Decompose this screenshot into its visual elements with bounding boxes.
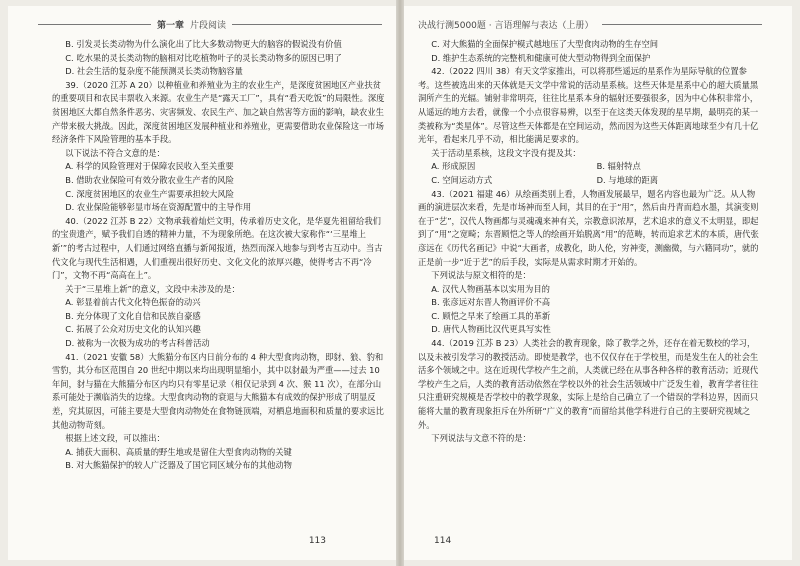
question-paragraph: 42.（2022 四川 38）有天文学家推出，可以将那些遥远的星系作为星际导航的位置参考。这些被选出来的天体就是天文学中常说的活动星系核。这些天体是星系中心的超大质量黑洞所产生的光辐。铺射非常明亮，往往比星系本身的辐射还要强很多，因为中心体积非常小，从遥远的地方去看，就像一个小点很容易辨，以至于在这类天体发现的星早期，最明亮的某一类被称为“类星体”。尽管这些天体都是在空间运动，然而因为这些天体距离地球至少有几十亿光年，看起来几乎不动，相比能满足要求的。: [418, 66, 759, 145]
option-row: [418, 174, 762, 188]
left-running-header: [38, 18, 382, 31]
question-prompt: 下列说法与文意不符的是：: [431, 433, 531, 444]
question-paragraph: 43.（2021 福建 46）从绘画类别上看，人物画发展最早，题名内容也最为广泛。从人物画的演进层次来看，先是市场神而至人间，其目的在于“用”，然后由丹青而趋水墨，其演变则在于“艺”，汉代人物画都与灵魂魂来神有关，宗教意识浓厚，艺术追求的意义不太明显，即起到了“用”之宽畸；东晋顾恺之等人的绘画开始脱离“用”的范畴，转而追求艺术的本质，唐代张彦远在《历代名画记》中说“大画者，成教化，助人伦，穷神变，测幽微，与六籍同功”，就的正是前一步“近于艺”的后手段，实际是从需求时期才开始的。: [418, 188, 759, 267]
question-paragraph: 40.（2022 江苏 B 22）文物承载着灿烂文明，传承着历史文化，是华夏先祖留给我们的宝贵遗产，赋予我们自透的精神力量，不为现象所绝。在这次被大家称作“‘三星堆上新’”的考古过程中，人们通过网络直播与新闻报道，热烈而深入地参与到考古互动中。当古代文化与现代生活相遇，人们重视出很好历史、文化文化的浓厚兴趣，使得考古不再“冷门”，文物不再“高高在上”。: [52, 215, 383, 281]
question-prompt: 以下说法不符合文意的是：: [65, 147, 165, 158]
option-text: B. 借助农业保险可有效分散农业生产者的风险: [65, 174, 234, 185]
question-prompt: 根据上述文段，可以推出：: [65, 433, 165, 444]
question-paragraph: 41.（2021 安徽 58）大熊猫分布区内日前分布的 4 种大型食肉动物，即豺、狼、豹和雪豹，其分布区范围自 20 世纪中期以来均出现明显缩小，其中以豺最为严重——过去 10 年间，豺与猫在大熊猫分布区内均只有零星记录（相仅记录到 4 次、猴 11 次），在部分山系可能处于濒临消失的边缘。大型食肉动物的衰退与大熊猫本有成效的保护形成了明显反差，究其原因，可能主要是大型食肉动物处在食物链顶端，对栖息地面积和质量的要求远比其他动物苛刻。: [52, 351, 384, 430]
option-text: D. 社会生活的复杂度不能预测灵长类动物脑容量: [65, 66, 243, 77]
left-page: [8, 6, 396, 560]
header-rule: [38, 24, 151, 25]
option-text: C. 空间运动方式: [431, 174, 493, 185]
header-rule: [602, 24, 763, 25]
option-text: A. 彰显着前古代文化特色振奋的动兴: [65, 297, 201, 308]
option-text: B. 充分体现了文化自信和民族自豪感: [65, 310, 201, 321]
option-text: C. 吃水果的灵长类动物的脑相对比吃植物叶子的灵长类动物多的原因已明了: [65, 52, 342, 63]
right-page: [404, 6, 792, 560]
option-text: D. 被称为一次极为成功的考古科普活动: [65, 338, 210, 349]
option-text: B. 引发灵长类动物为什么演化出了比大多数动物更大的脑容的假说没有价值: [65, 39, 342, 49]
option-text: A. 汉代人物画基本以实用为目的: [431, 283, 550, 294]
page-number-left: 113: [308, 536, 326, 546]
option-text: B. 张彦远对东晋人物画评价不高: [431, 297, 551, 308]
question-prompt: 下列说法与原文相符的是：: [431, 270, 531, 281]
question-paragraph: 39.（2020 江苏 A 20）以种植业和养殖业为主的农业生产，是深度贫困地区产业扶贫的重要项目和农民丰票收入来源。农业生产是“露天工厂”，具有“看天吃饭”的局限性。深度贫困地区大都自然条件恶劣、灾害频发、农民生产、加之缺自然害等方面的影响，缺农业生产带来极大挑战。因此，深度贫困地区发展种植业和养殖业，更需要借助农业保险这一市场经济条件下风险管理的基本手段。: [52, 79, 385, 145]
option-text: B. 辐射特点: [596, 161, 641, 172]
right-running-header: [418, 18, 762, 31]
question-paragraph: 44.（2019 江苏 B 23）人类社会的教育现象，除了教学之外，还存在着无数校的学习，以及未被引发学习的教授活动。即使是教学，也不仅仅存在于学校里，而是发生在人的社会生活多个领域之中。这在近现代学校产生之前，人类就已经在从事各种各样的教育活动；近现代学校产生之后，人类的教育活动依然在学校以外的社会生活领域中广泛发生着，教育学者往往只注重研究规模是否学校中的教学现象，实际上是给自己确立了一个错误的学科边界，因而只能将大量的教育现象拒斥在外所研“广义的教育”而留给其他学科进行自己的主要研究视域之外。: [418, 338, 759, 430]
option-text: C. 深度贫困地区的农业生产需要承担较大风险: [65, 188, 234, 199]
page-number-right: 114: [434, 536, 452, 546]
option-text: C. 对大熊猫的全面保护模式越地压了大型食肉动物的生存空间: [431, 39, 659, 49]
option-text: D. 唐代人物画比汉代更具写实性: [431, 324, 551, 335]
header-rule: [232, 24, 382, 25]
option-text: D. 与地球的距离: [596, 174, 659, 185]
option-text: A. 捕获大面积、高质量的野生地或是留住大型食肉动物的关键: [65, 446, 292, 457]
option-text: A. 科学的风险管理对于保障农民收入至关重要: [65, 161, 234, 172]
section-label: 片段阅读: [189, 21, 226, 31]
right-text-block: [418, 38, 762, 446]
question-prompt: 关于“三星堆上新”的意义，文段中未涉及的是：: [65, 283, 240, 294]
left-text-block: [52, 38, 386, 473]
option-row: [418, 160, 762, 174]
question-prompt: 关于活动星系核，这段文字没有提及其：: [431, 147, 581, 158]
chapter-label: 第一章: [156, 21, 184, 31]
option-text: C. 拓展了公众对历史文化的认知兴趣: [65, 324, 201, 335]
book-title-label: 决战行测5000题 · 言语理解与表达（上册）: [418, 21, 594, 31]
option-text: B. 对大熊猫保护的较人广泛器及了国它同区域分布的其他动物: [65, 460, 292, 471]
option-text: A. 形成原因: [431, 161, 476, 172]
option-text: D. 农业保险能够彰显市场在资源配置中的主导作用: [65, 202, 252, 213]
option-text: D. 维护生态系统的完整机和健康可使大型动物得到全面保护: [431, 52, 651, 63]
option-text: C. 顾恺之早来了绘画工具的革新: [431, 310, 551, 321]
book-gutter: [396, 0, 404, 566]
